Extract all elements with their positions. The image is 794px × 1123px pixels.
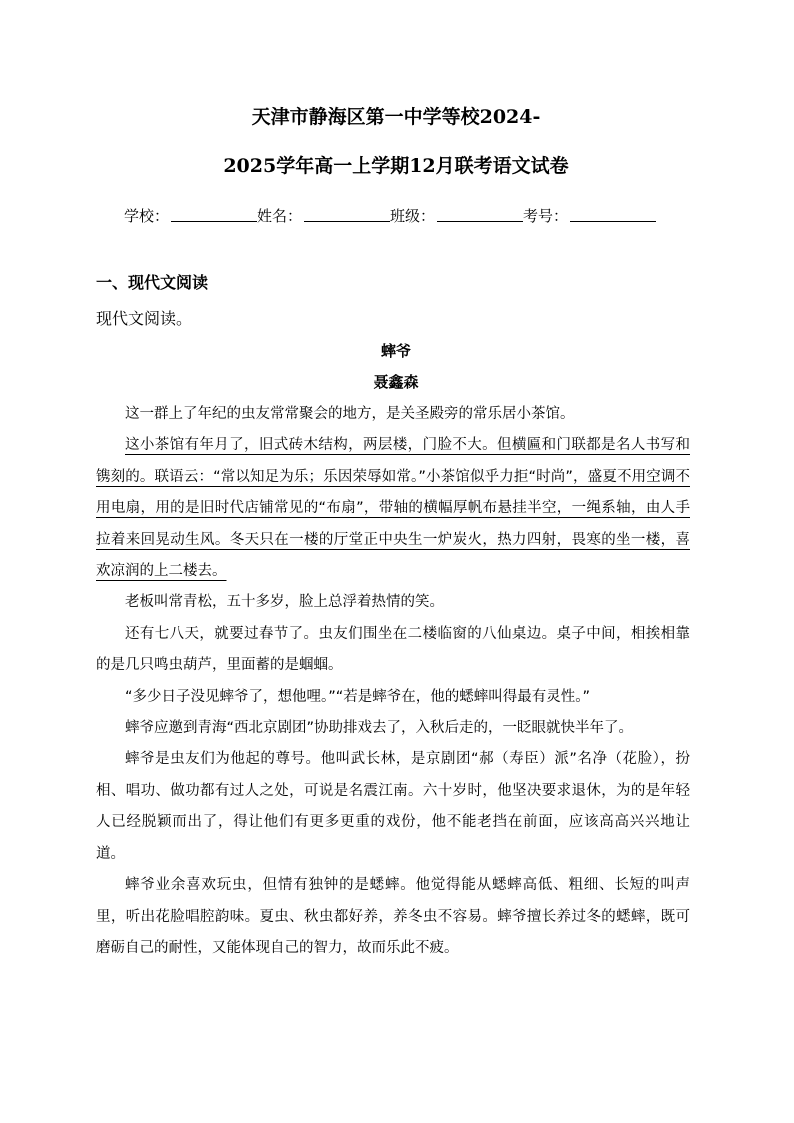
name-label: 姓名： xyxy=(257,207,303,225)
paragraph-text: 蟀爷应邀到青海“西北京剧团”协助排戏去了，入秋后走的，一眨眼就快半年了。 xyxy=(125,720,634,737)
exam-title-line-1: 天津市静海区第一中学等校2024- xyxy=(251,106,541,128)
school-blank[interactable] xyxy=(171,203,257,222)
exam-title-line-2: 2025学年高一上学期12月联考语文试卷 xyxy=(223,155,569,177)
article-paragraph xyxy=(96,430,690,587)
article-title: 蟀爷 xyxy=(380,342,411,360)
student-info-row xyxy=(124,203,684,229)
paragraph-text: 这一群上了年纪的虫友常常聚会的地方，是关圣殿旁的常乐居小茶馆。 xyxy=(125,406,575,422)
section-heading: 一、现代文阅读 xyxy=(96,273,209,292)
article-body xyxy=(96,399,690,964)
name-blank[interactable] xyxy=(304,203,390,222)
article-paragraph xyxy=(96,744,690,870)
class-blank[interactable] xyxy=(437,203,523,222)
underlined-paragraph-text: 这小茶馆有年月了，旧式砖木结构，两层楼，门脸不大。但横匾和门联都是名人书写和镌刻的。联语云：“常以知足为乐；乐因荣辱如常。”小茶馆似乎力拒“时尚”，盛夏不用空调不用电扇，用的是旧时代店铺常见的“布扇”，带轴的横幅厚帆布悬挂半空，一绳系轴，由人手拉着来回晃动生风。冬天只在一楼的厅堂正中央生一炉炭火，热力四射，畏寒的坐一楼，喜欢凉润的上二楼去。 xyxy=(96,437,690,580)
paragraph-text: 蟀爷是虫友们为他起的尊号。他叫武长林，是京剧团“郝（寿臣）派”名净（花脸），扮相、唱功、做功都有过人之处，可说是名震江南。六十岁时，他坚决要求退休，为的是年轻人已经脱颖而出了，得让他们有更多更重的戏份，他不能老挡在前面，应该高高兴兴地让道。 xyxy=(96,751,690,862)
paragraph-text: “多少日子没见蟀爷了，想他哩。”“若是蟀爷在，他的蟋蟀叫得最有灵性。” xyxy=(125,688,591,705)
exam-number-blank[interactable] xyxy=(570,203,656,222)
article-paragraph xyxy=(96,399,690,430)
article-paragraph xyxy=(96,870,690,964)
paragraph-text: 老板叫常青松，五十多岁，脸上总浮着热情的笑。 xyxy=(125,594,444,611)
exam-number-label: 考号： xyxy=(523,207,569,225)
question-prompt: 现代文阅读。 xyxy=(96,309,193,328)
school-label: 学校： xyxy=(124,207,170,225)
article-paragraph xyxy=(96,587,690,618)
class-label: 班级： xyxy=(390,207,436,225)
article-author: 聂鑫森 xyxy=(373,373,419,391)
article-paragraph xyxy=(96,682,690,713)
paragraph-text: 蟀爷业余喜欢玩虫，但情有独钟的是蟋蟀。他觉得能从蟋蟀高低、粗细、长短的叫声里，听出花脸唱腔韵味。夏虫、秋虫都好养，养冬虫不容易。蟀爷擅长养过冬的蟋蟀，既可磨砺自己的耐性，又能体现自己的智力，故而乐此不疲。 xyxy=(96,877,690,956)
article-paragraph xyxy=(96,713,690,744)
article-paragraph xyxy=(96,619,690,682)
paragraph-text: 还有七八天，就要过春节了。虫友们围坐在二楼临窗的八仙桌边。桌子中间，相挨相靠的是几只鸣虫葫芦，里面蓄的是蝈蝈。 xyxy=(96,625,690,674)
